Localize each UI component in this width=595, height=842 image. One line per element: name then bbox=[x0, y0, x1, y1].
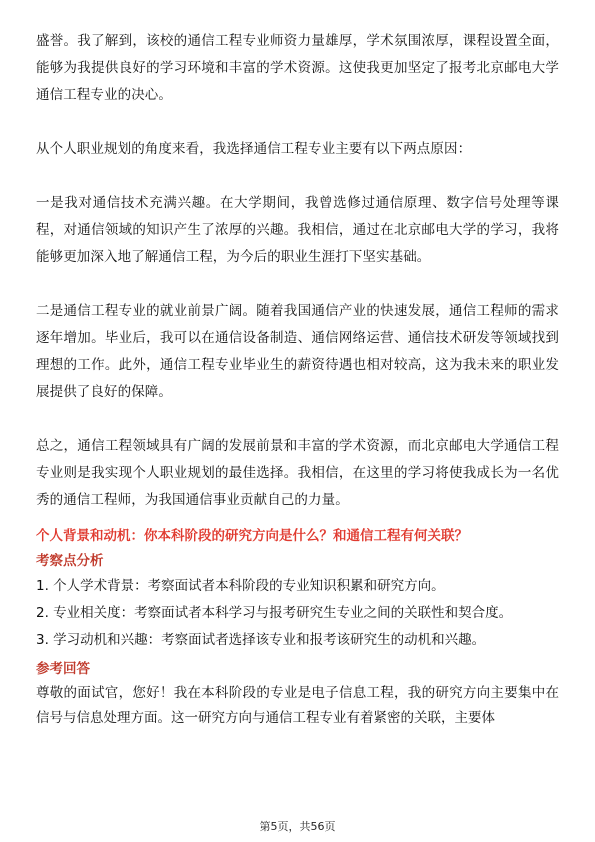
body-paragraph-5: 总之，通信工程领域具有广阔的发展前景和丰富的学术资源，而北京邮电大学通信工程专业则是我实现个人职业规划的最佳选择。我相信，在这里的学习将使我成长为一名优秀的通信工程师，为我国通信事业贡献自己的力量。 bbox=[36, 438, 559, 508]
paragraph-gap bbox=[36, 109, 559, 136]
analysis-item-1: 1. 个人学术背景：考察面试者本科阶段的专业知识积累和研究方向。 bbox=[36, 578, 445, 594]
body-paragraph-2: 从个人职业规划的角度来看，我选择通信工程专业主要有以下两点原因： bbox=[36, 141, 472, 157]
paragraph-gap bbox=[36, 406, 559, 433]
body-paragraph-1: 盛誉。我了解到，该校的通信工程专业师资力量雄厚，学术氛围浓厚，课程设置全面，能够为我提供良好的学习环境和丰富的学术资源。这使我更加坚定了报考北京邮电大学通信工程专业的决心。 bbox=[36, 33, 559, 103]
body-paragraph-3: 一是我对通信技术充满兴趣。在大学期间，我曾选修过通信原理、数字信号处理等课程，对通信领域的知识产生了浓厚的兴趣。我相信，通过在北京邮电大学的学习，我将能够更加深入地了解通信工程，为今后的职业生涯打下坚实基础。 bbox=[36, 195, 559, 265]
question-title: 个人背景和动机：你本科阶段的研究方向是什么？和通信工程有何关联？ bbox=[36, 528, 468, 544]
answer-heading: 参考回答 bbox=[36, 661, 90, 677]
body-paragraph-4: 二是通信工程专业的就业前景广阔。随着我国通信产业的快速发展，通信工程师的需求逐年增加。毕业后，我可以在通信设备制造、通信网络运营、通信技术研发等领域找到理想的工作。此外，通信工程专业毕业生的薪资待遇也相对较高，这为我未来的职业发展提供了良好的保障。 bbox=[36, 303, 559, 400]
analysis-item-3: 3. 学习动机和兴趣：考察面试者选择该专业和报考该研究生的动机和兴趣。 bbox=[36, 632, 486, 648]
paragraph-gap bbox=[36, 163, 559, 190]
page-number: 第5页，共56页 bbox=[259, 820, 336, 833]
spacer bbox=[36, 652, 559, 659]
analysis-item-2: 2. 专业相关度：考察面试者本科学习与报考研究生专业之间的关联性和契合度。 bbox=[36, 605, 513, 621]
analysis-heading: 考察点分析 bbox=[36, 553, 104, 569]
answer-text: 尊敬的面试官，您好！我在本科阶段的专业是电子信息工程，我的研究方向主要集中在信号与信息处理方面。这一研究方向与通信工程专业有着紧密的关联，主要体 bbox=[36, 685, 559, 726]
paragraph-gap bbox=[36, 271, 559, 298]
section-gap bbox=[36, 514, 559, 526]
